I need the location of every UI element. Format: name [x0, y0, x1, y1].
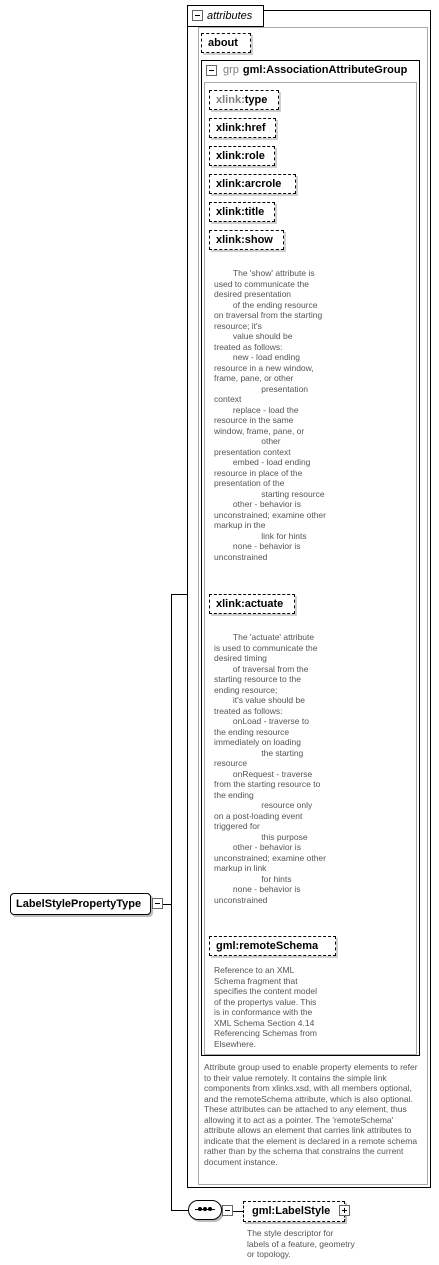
attribute-xlink-show[interactable]: xlink:show — [209, 230, 284, 250]
attribute-gml-remoteschema[interactable]: gml:remoteSchema — [209, 936, 336, 956]
attribute-xlink-role[interactable]: xlink:role — [209, 146, 275, 166]
sequence-collapse-icon[interactable] — [222, 1205, 233, 1216]
sequence-dot — [203, 1207, 207, 1211]
attribute-group-inner-frame — [204, 82, 417, 1055]
attribute-name: type — [244, 94, 268, 106]
attribute-name: title — [244, 206, 265, 218]
sequence-dot — [208, 1207, 212, 1211]
attribute-name: actuate — [244, 598, 284, 610]
connector-trunk — [171, 594, 172, 1210]
child-expand-icon[interactable] — [339, 1205, 350, 1216]
show-documentation: The 'show' attribute is used to communicate the desired presentation of the ending resource on traversal from the starting resource; it's value should be treated as follows: new - load ending resource in a new window, frame, pane, or other presentation context replace - load the resource in the same window, frame, pane, or other presentation context embed - load ending resource in place of the presentation of the starting resource other - behavior is unconstrained; examine other markup in the link for hints none - behavior is unconstrained — [214, 268, 326, 562]
child-element-documentation: The style descriptor for labels of a feature, geometry or topology. — [247, 1228, 355, 1259]
connector-to-attributes — [171, 594, 187, 595]
remoteschema-documentation: Reference to an XML Schema fragment that specifies the content model of the propertys value. This is in conformance with the XML Schema Section 4.14 Referencing Schemas from Elsewhere. — [214, 965, 318, 1049]
attribute-xlink-href[interactable]: xlink:href — [209, 118, 276, 138]
connector-from-root — [163, 904, 171, 905]
child-element-label: gml:LabelStyle — [252, 1205, 331, 1217]
attribute-name: href — [244, 122, 266, 134]
group-keyword: grp — [223, 64, 239, 76]
attribute-about-label: about — [208, 37, 238, 49]
attribute-name: remoteSchema — [239, 940, 319, 952]
attributes-collapse-icon[interactable] — [192, 10, 203, 21]
group-name: gml:AssociationAttributeGroup — [242, 64, 408, 76]
root-collapse-icon[interactable] — [152, 898, 163, 909]
attribute-name: role — [244, 150, 265, 162]
attribute-group-header[interactable] — [205, 63, 407, 77]
attribute-group-documentation: Attribute group used to enable property elements to refer to their value remotely. It contains the simple link components from xlinks.xsd, with all members optional, and the remoteSchema attribute, which is also optional. These attributes can be attached to any element, thus allowing it to act as a pointer. The 'remoteSchema' attribute allows an element that carries link attributes to indicate that the element is declared in a remote schema rather than by the schema that constrains the current document instance. — [204, 1062, 418, 1167]
attribute-name: arcrole — [244, 178, 282, 190]
root-type-box[interactable] — [10, 893, 151, 915]
attribute-xlink-arcrole[interactable]: xlink:arcrole — [209, 174, 296, 194]
attribute-about[interactable] — [201, 33, 251, 53]
attribute-name: show — [244, 234, 273, 246]
connector-to-sequence — [171, 1210, 188, 1211]
attributes-title: attributes — [207, 10, 253, 22]
sequence-dot — [198, 1207, 202, 1211]
attribute-xlink-type[interactable]: xlink:type — [209, 90, 279, 110]
actuate-documentation: The 'actuate' attribute is used to communicate the desired timing of traversal from the starting resource to the ending resource; it's value should be treated as follows: onLoad - traverse to the ending resource immediately on loading the starting resource onRequest - traverse from the starting resource to the ending resource only on a post-loading event triggered for this purpose other - behavior is unconstrained; examine other markup in link for hints none - behavior is unconstrained — [214, 632, 326, 905]
attribute-xlink-title[interactable]: xlink:title — [209, 202, 275, 222]
root-type-label: LabelStylePropertyType — [16, 898, 142, 910]
child-element-labelstyle[interactable] — [243, 1201, 345, 1222]
connector-to-child — [233, 1211, 243, 1212]
attribute-xlink-actuate[interactable]: xlink:actuate — [209, 594, 295, 614]
